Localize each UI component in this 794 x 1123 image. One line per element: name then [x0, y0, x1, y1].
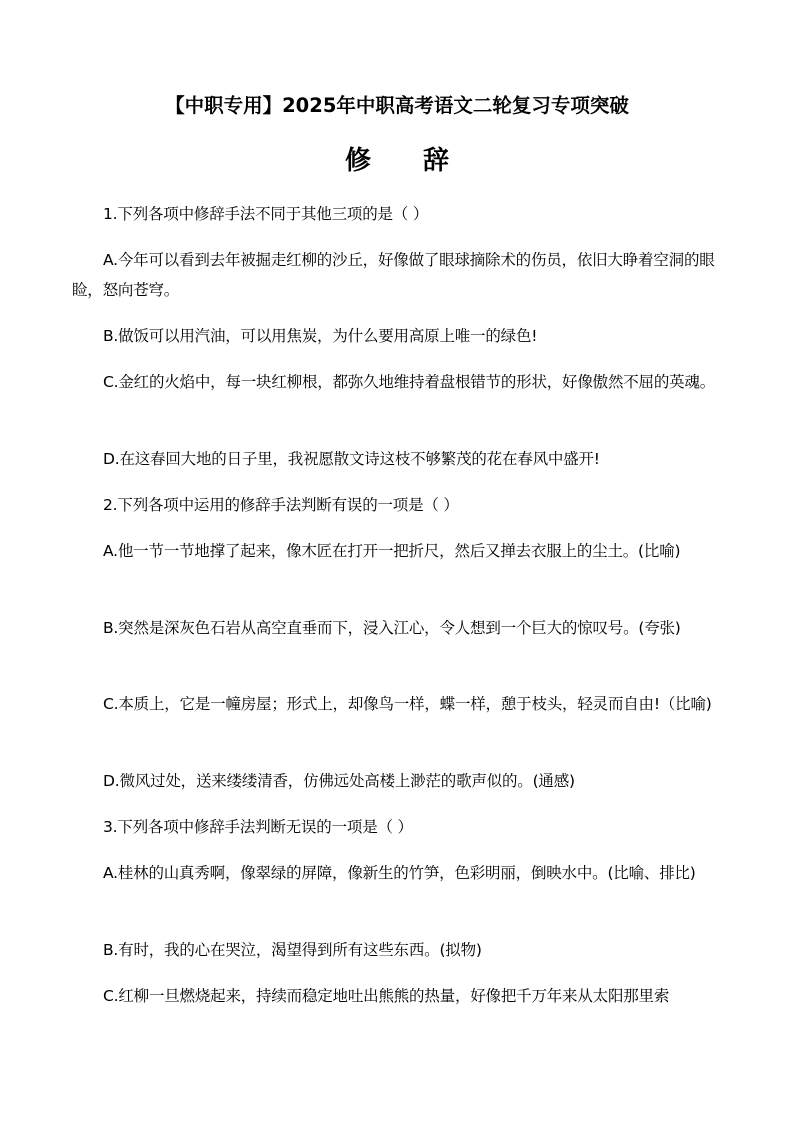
question-2-option-a: A.他一节一节地撑了起来，像木匠在打开一把折尺，然后又掸去衣服上的尘土。(比喻) — [103, 542, 681, 560]
question-1-option-b: B.做饭可以用汽油，可以用焦炭，为什么要用高原上唯一的绿色! — [103, 327, 538, 345]
question-1-stem: 1.下列各项中修辞手法不同于其他三项的是（ ） — [103, 205, 429, 223]
question-3-option-a: A.桂林的山真秀啊，像翠绿的屏障，像新生的竹笋，色彩明丽，倒映水中。(比喻、排比) — [103, 864, 696, 882]
question-1-option-d: D.在这春回大地的日子里，我祝愿散文诗这枝不够繁茂的花在春风中盛开! — [103, 450, 600, 468]
question-3-stem: 3.下列各项中修辞手法判断无误的一项是（ ） — [103, 818, 413, 836]
document-title: 【中职专用】2025年中职高考语文二轮复习专项突破 — [165, 94, 629, 117]
question-2-option-b: B.突然是深灰色石岩从高空直垂而下，浸入江心，令人想到一个巨大的惊叹号。(夸张) — [103, 619, 681, 637]
question-3-option-c: C.红柳一旦燃烧起来，持续而稳定地吐出熊熊的热量，好像把千万年来从太阳那里索 — [103, 987, 670, 1005]
subtitle-char-2: 辞 — [423, 146, 450, 176]
question-2-stem: 2.下列各项中运用的修辞手法判断有误的一项是（ ） — [103, 496, 459, 514]
subtitle-char-1: 修 — [344, 146, 371, 176]
question-1-option-a: A.今年可以看到去年被掘走红柳的沙丘，好像做了眼球摘除术的伤员，依旧大睁着空洞的眼睑，怒向苍穹。 — [72, 251, 715, 299]
question-3-option-b: B.有时，我的心在哭泣，渴望得到所有这些东西。(拟物) — [103, 941, 482, 959]
question-2-option-c: C.本质上，它是一幢房屋；形式上，却像鸟一样，蝶一样，憩于枝头，轻灵而自由!（比喻) — [103, 695, 712, 713]
question-1-option-c: C.金红的火焰中，每一块红柳根，都弥久地维持着盘根错节的形状，好像傲然不屈的英魂。 — [103, 373, 716, 391]
document-subtitle — [0, 143, 794, 179]
question-2-option-d: D.微风过处，送来缕缕清香，仿佛远处高楼上渺茫的歌声似的。(通感) — [103, 772, 575, 790]
